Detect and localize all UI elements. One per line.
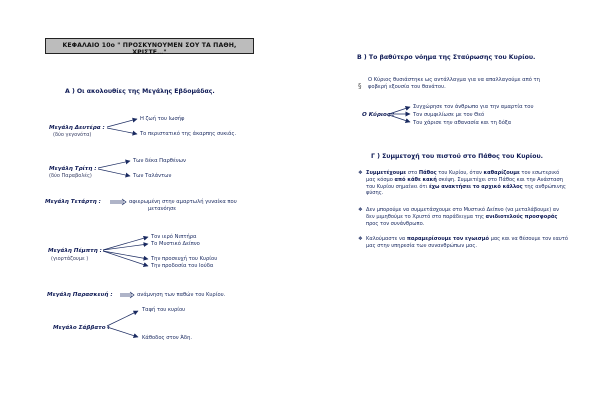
tuesday-label: Μεγάλη Τρίτη : <box>49 166 97 172</box>
wednesday-text-1: αφιερωμένη στην αμαρτωλή γυναίκα που <box>129 199 237 205</box>
wednesday-text-2: μετανόησε <box>148 206 177 212</box>
bullet-1-icon: ❖ <box>358 170 363 176</box>
thursday-label: Μεγάλη Πέμπτη : <box>48 248 102 254</box>
saturday-arrow-1 <box>107 311 138 326</box>
wednesday-arrow-icon <box>110 199 126 205</box>
thursday-item-2: Το Μυστικό Δείπνο <box>151 241 200 247</box>
bullet-1-key-3: από κάθε κακή <box>394 176 437 183</box>
saturday-item-2: Κάθοδος στον Άδη. <box>142 335 193 341</box>
thursday-item-1: Τον ιερό Νιπτήρα <box>151 234 197 240</box>
friday-text: ανάμνηση των παθών του Κυρίου. <box>137 292 226 298</box>
friday-label: Μεγάλη Παρασκευή : <box>47 292 113 298</box>
bullet-1-text-1: στο <box>406 170 419 176</box>
thursday-arrow-3 <box>103 251 148 259</box>
bullet-1-text-3: τον εσωτερικό μας κόσμο <box>366 170 560 183</box>
section-b-text-2: φοβερή εξουσία του θανάτου. <box>368 84 446 90</box>
bullet-2-text-2: προς τον συνάνθρωπο. <box>366 220 425 227</box>
friday-arrow-icon <box>120 292 134 298</box>
monday-arrow-1 <box>107 119 137 127</box>
kyrios-item-1: Συγχώρησε τον άνθρωπο για την αμαρτία του <box>413 104 534 110</box>
bullet-1-text-4: σκέψη. Συμμετέχει στο Πάθος και την Ανάσταση του Κυρίου σημαίνει ότι <box>366 176 563 190</box>
thursday-arrow-1 <box>103 237 148 250</box>
monday-item-1: Η ζωή του Ιωσήφ <box>140 116 185 122</box>
thursday-item-4: Την προδοσία του Ιούδα <box>151 263 214 269</box>
bullet-1-text-2: του Κυρίου, όταν <box>436 170 484 176</box>
monday-subtitle: (δύο γεγονότα) <box>53 132 92 138</box>
tuesday-item-1: Των δέκα Παρθένων <box>133 158 186 164</box>
bullet-2-key-1: ανιδιοτελούς προσφοράς <box>485 213 558 220</box>
kyrios-label: Ο Κύριος : <box>362 112 395 118</box>
bullet-1-lead: Συμμετέχουμε <box>366 170 407 176</box>
side-mark-icon: § <box>358 82 362 90</box>
bullet-1-key-4: έχω ανακτήσει το αρχικό κάλλος <box>428 183 523 190</box>
bullet-2-text-1: Δεν μπορούμε να συμμετάσχουμε στο Μυστικό Δείπνο (να μεταλάβουμε) αν δεν μιμηθούμε το Χριστό στο παράδειγμα της <box>366 207 559 220</box>
kyrios-item-2: Τον συμφιλίωσε με τον Θεό <box>413 112 485 118</box>
bullet-1-text-5: της ανθρώπινης φύσης. <box>366 183 566 197</box>
bullet-3-key-1: παραμερίσουμε τον εγωισμό <box>406 236 489 242</box>
saturday-arrow-2 <box>107 327 138 337</box>
bullet-2-icon: ❖ <box>358 207 363 213</box>
thursday-arrow-4 <box>103 251 148 266</box>
thursday-item-3: Την προσευχή του Κυρίου <box>151 256 218 262</box>
bullet-3-text-1: Καλούμαστε να <box>366 236 407 242</box>
tuesday-arrow-1 <box>98 161 130 168</box>
monday-label: Μεγάλη Δευτέρα : <box>49 125 105 131</box>
chapter-title: ΚΕΦΑΛΑΙΟ 10ο " ΠΡΟΣΚΥΝΟΥΜΕΝ ΣΟΥ ΤΑ ΠΑΘΗ, ΧΡΙΣΤΕ…" <box>62 42 237 56</box>
thursday-arrow-2 <box>103 244 148 250</box>
saturday-item-1: Ταφή του κυρίου <box>142 307 186 313</box>
bullet-1-key-1: Πάθος <box>418 170 437 176</box>
saturday-label: Μεγάλο Σάββατο : <box>53 325 110 331</box>
tuesday-item-2: Των Ταλάντων <box>133 173 172 179</box>
monday-arrow-2 <box>107 128 137 134</box>
kyrios-arrow-3 <box>389 115 410 122</box>
wednesday-label: Μεγάλη Τετάρτη : <box>45 199 101 205</box>
tuesday-arrow-2 <box>98 169 130 176</box>
section-a-heading: Α ) Οι ακολουθίες της Μεγάλης Εβδομάδας. <box>65 88 215 95</box>
monday-item-2: Το περιστατικό της άκαρπης συκιάς. <box>140 131 237 137</box>
kyrios-arrow-1 <box>389 107 410 114</box>
tuesday-subtitle: (δύο Παραβολές) <box>49 173 92 179</box>
bullet-1-key-2: καθαρίζουμε <box>483 170 520 176</box>
section-b-text-1: Ο Κύριος θυσιάστηκε ως αντάλλαγμα για να απαλλαγούμε από τη <box>368 77 540 83</box>
section-c-heading: Γ ) Συμμετοχή του πιστού στο Πάθος του Κυρίου. <box>371 153 544 160</box>
bullet-3-icon: ❖ <box>358 236 363 242</box>
thursday-subtitle: (γιορτάζουμε ) <box>51 256 89 262</box>
kyrios-item-3: Του χάρισε την αθανασία και τη δόξα <box>413 120 512 126</box>
bullet-3-text-2: μας και να θέσουμε τον εαυτό μας στην υπηρεσία των συνανθρώπων μας. <box>366 236 568 249</box>
section-b-heading: Β ) Το βαθύτερο νόημα της Σταύρωσης του Κυρίου. <box>357 54 536 61</box>
